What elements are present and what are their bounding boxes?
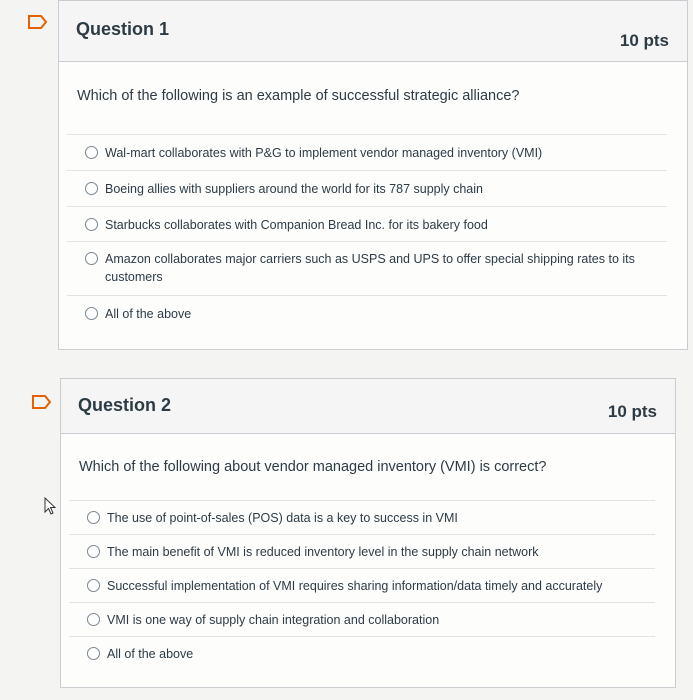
flag-question-icon[interactable] [28, 15, 48, 29]
answer-label: Boeing allies with suppliers around the world for its 787 supply chain [105, 182, 483, 196]
radio-button[interactable] [85, 307, 98, 320]
answer-list [69, 500, 655, 670]
answer-list [67, 134, 667, 331]
answer-option[interactable] [69, 534, 655, 568]
answer-label: VMI is one way of supply chain integration and collaboration [107, 613, 440, 627]
radio-button[interactable] [85, 182, 98, 195]
answer-label: Successful implementation of VMI requires sharing information/data timely and accurately [107, 579, 603, 593]
answer-option[interactable] [67, 134, 667, 170]
answer-label: Wal-mart collaborates with P&G to implement vendor managed inventory (VMI) [105, 146, 543, 160]
answer-option[interactable] [69, 500, 655, 534]
question-text: Which of the following about vendor managed inventory (VMI) is correct? [79, 459, 547, 475]
answer-option[interactable] [67, 206, 667, 241]
answer-label: Amazon collaborates major carriers such as USPS and UPS to offer special shipping rates to its customers [105, 252, 635, 284]
question-points: 10 pts [607, 402, 657, 421]
answer-label: The use of point-of-sales (POS) data is a key to success in VMI [107, 511, 458, 525]
question-points: 10 pts [619, 31, 669, 50]
radio-button[interactable] [87, 579, 100, 592]
radio-button[interactable] [85, 218, 98, 231]
question-title: Question 1 [76, 19, 170, 39]
answer-label: The main benefit of VMI is reduced inventory level in the supply chain network [107, 545, 539, 559]
question-title: Question 2 [78, 395, 172, 415]
radio-button[interactable] [87, 545, 100, 558]
answer-option[interactable] [69, 568, 655, 602]
answer-label: All of the above [107, 647, 194, 661]
radio-button[interactable] [85, 146, 98, 159]
question-text: Which of the following is an example of successful strategic alliance? [77, 88, 520, 104]
answer-label: All of the above [105, 307, 192, 321]
radio-button[interactable] [85, 252, 98, 265]
flag-question-icon[interactable] [32, 395, 52, 409]
answer-label: Starbucks collaborates with Companion Bread Inc. for its bakery food [105, 218, 488, 232]
question-header [61, 379, 675, 434]
mouse-cursor-icon [44, 497, 58, 522]
question-card-2 [60, 378, 676, 688]
question-card-1 [58, 0, 688, 350]
answer-option[interactable] [69, 602, 655, 636]
answer-option[interactable] [67, 241, 667, 295]
question-header [59, 1, 687, 62]
answer-option[interactable] [69, 636, 655, 670]
answer-option[interactable] [67, 170, 667, 206]
radio-button[interactable] [87, 511, 100, 524]
radio-button[interactable] [87, 647, 100, 660]
radio-button[interactable] [87, 613, 100, 626]
answer-option[interactable] [67, 295, 667, 331]
